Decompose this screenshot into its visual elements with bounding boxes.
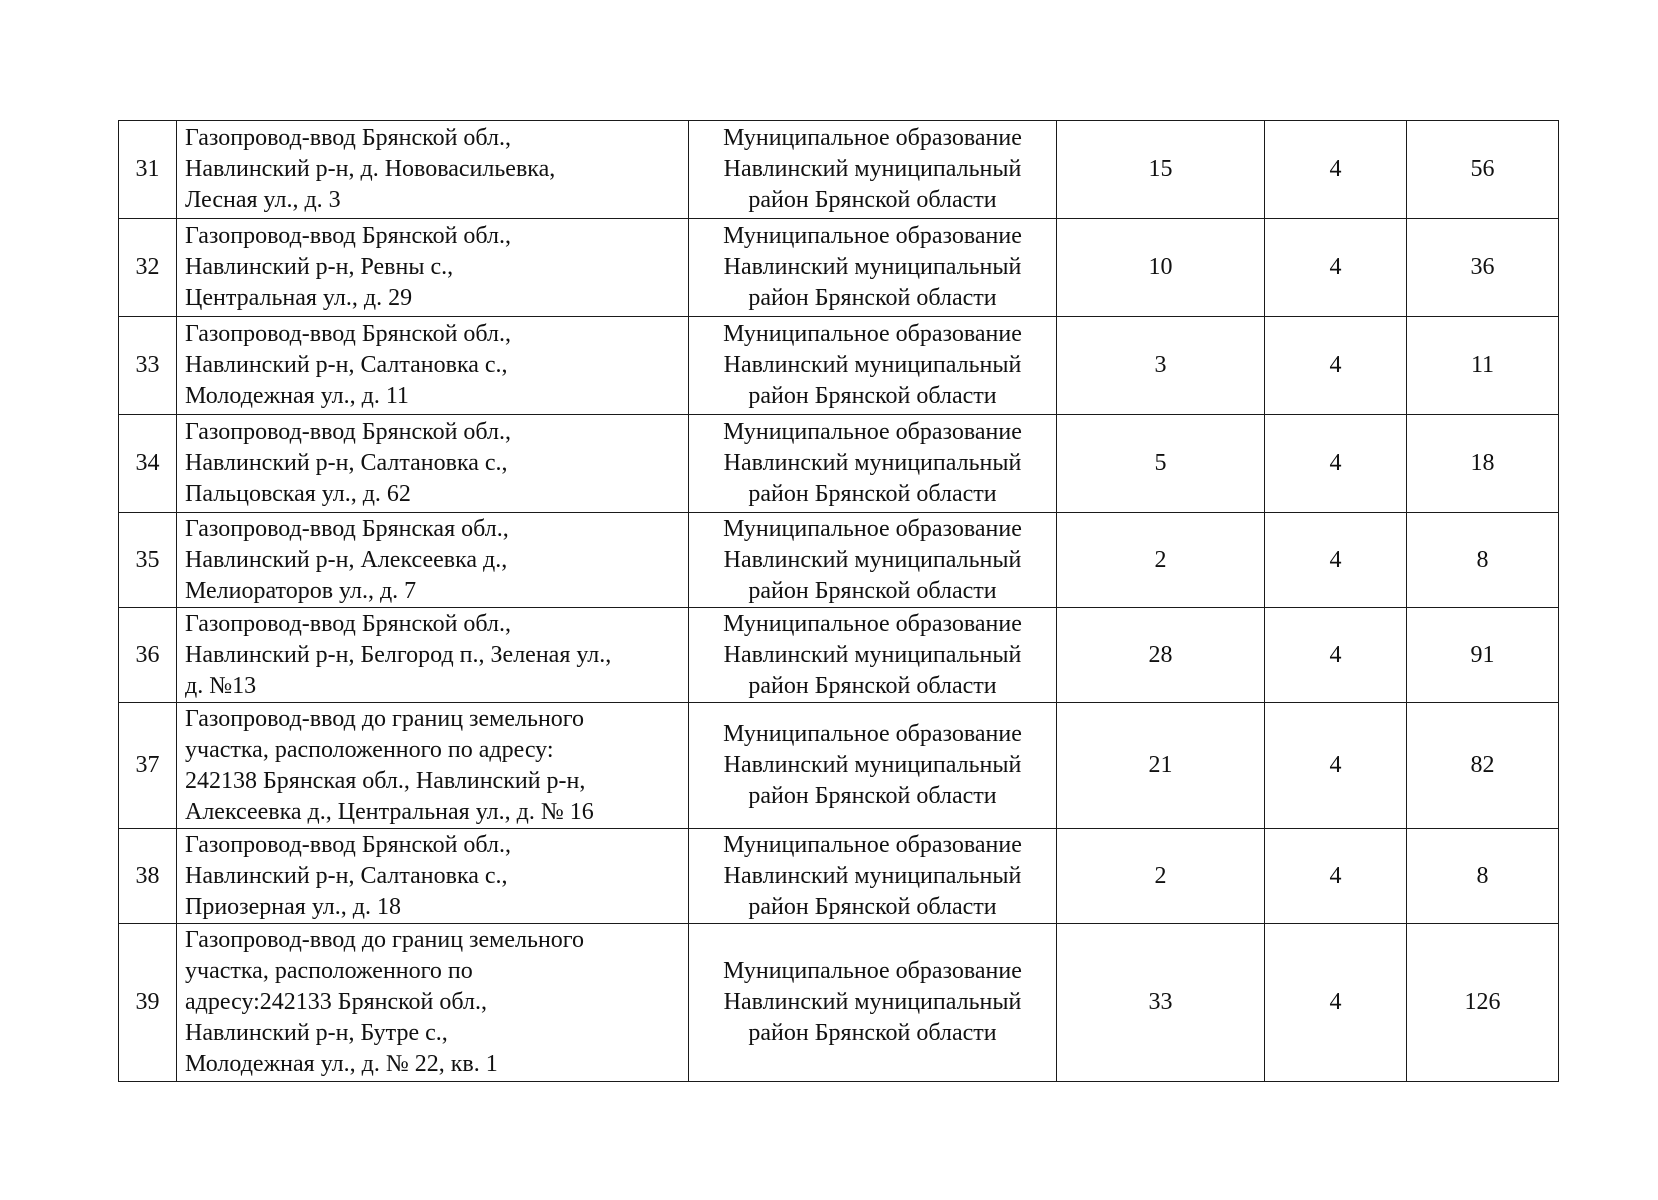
table-row xyxy=(119,121,1559,219)
object-name-cell: Газопровод-ввод Брянской обл., Навлинский р-н, Белгород п., Зеленая ул., д. №13 xyxy=(177,608,689,703)
row-number: 38 xyxy=(119,829,177,924)
value-cell-col5: 4 xyxy=(1265,415,1407,513)
object-name-cell: Газопровод-ввод до границ земельного участка, расположенного по адресу: 242138 Брянская обл., Навлинский р-н, Алексеевка д., Центральная ул., д. № 16 xyxy=(177,703,689,829)
row-number: 34 xyxy=(119,415,177,513)
table-row xyxy=(119,924,1559,1082)
value-cell-col6: 126 xyxy=(1407,924,1559,1082)
owner-cell: Муниципальное образование Навлинский муниципальный район Брянской области xyxy=(689,703,1057,829)
table-row xyxy=(119,703,1559,829)
value-cell-col4: 3 xyxy=(1057,317,1265,415)
row-number: 32 xyxy=(119,219,177,317)
owner-cell: Муниципальное образование Навлинский муниципальный район Брянской области xyxy=(689,829,1057,924)
value-cell-col6: 82 xyxy=(1407,703,1559,829)
object-name-cell: Газопровод-ввод Брянской обл., Навлинский р-н, Ревны с., Центральная ул., д. 29 xyxy=(177,219,689,317)
object-name-cell: Газопровод-ввод Брянской обл., Навлинский р-н, Салтановка с., Пальцовская ул., д. 62 xyxy=(177,415,689,513)
table-row xyxy=(119,513,1559,608)
value-cell-col5: 4 xyxy=(1265,608,1407,703)
value-cell-col5: 4 xyxy=(1265,121,1407,219)
object-name-cell: Газопровод-ввод Брянская обл., Навлинский р-н, Алексеевка д., Мелиораторов ул., д. 7 xyxy=(177,513,689,608)
owner-cell: Муниципальное образование Навлинский муниципальный район Брянской области xyxy=(689,219,1057,317)
object-name-cell: Газопровод-ввод Брянской обл., Навлинский р-н, Салтановка с., Приозерная ул., д. 18 xyxy=(177,829,689,924)
value-cell-col5: 4 xyxy=(1265,513,1407,608)
table-row xyxy=(119,219,1559,317)
value-cell-col6: 36 xyxy=(1407,219,1559,317)
value-cell-col6: 56 xyxy=(1407,121,1559,219)
value-cell-col4: 28 xyxy=(1057,608,1265,703)
value-cell-col4: 21 xyxy=(1057,703,1265,829)
object-name-cell: Газопровод-ввод до границ земельного участка, расположенного по адресу:242133 Брянской обл., Навлинский р-н, Бутре с., Молодежная ул., д. № 22, кв. 1 xyxy=(177,924,689,1082)
value-cell-col4: 5 xyxy=(1057,415,1265,513)
owner-cell: Муниципальное образование Навлинский муниципальный район Брянской области xyxy=(689,513,1057,608)
owner-cell: Муниципальное образование Навлинский муниципальный район Брянской области xyxy=(689,415,1057,513)
object-name-cell: Газопровод-ввод Брянской обл., Навлинский р-н, д. Нововасильевка, Лесная ул., д. 3 xyxy=(177,121,689,219)
table-row xyxy=(119,608,1559,703)
value-cell-col6: 8 xyxy=(1407,829,1559,924)
row-number: 37 xyxy=(119,703,177,829)
value-cell-col4: 2 xyxy=(1057,829,1265,924)
table-row xyxy=(119,317,1559,415)
value-cell-col4: 33 xyxy=(1057,924,1265,1082)
owner-cell: Муниципальное образование Навлинский муниципальный район Брянской области xyxy=(689,608,1057,703)
row-number: 33 xyxy=(119,317,177,415)
owner-cell: Муниципальное образование Навлинский муниципальный район Брянской области xyxy=(689,924,1057,1082)
row-number: 39 xyxy=(119,924,177,1082)
value-cell-col4: 15 xyxy=(1057,121,1265,219)
value-cell-col6: 18 xyxy=(1407,415,1559,513)
value-cell-col5: 4 xyxy=(1265,924,1407,1082)
value-cell-col5: 4 xyxy=(1265,317,1407,415)
row-number: 31 xyxy=(119,121,177,219)
value-cell-col4: 10 xyxy=(1057,219,1265,317)
table-row xyxy=(119,829,1559,924)
value-cell-col5: 4 xyxy=(1265,829,1407,924)
object-name-cell: Газопровод-ввод Брянской обл., Навлинский р-н, Салтановка с., Молодежная ул., д. 11 xyxy=(177,317,689,415)
owner-cell: Муниципальное образование Навлинский муниципальный район Брянской области xyxy=(689,121,1057,219)
value-cell-col4: 2 xyxy=(1057,513,1265,608)
value-cell-col5: 4 xyxy=(1265,703,1407,829)
value-cell-col6: 8 xyxy=(1407,513,1559,608)
table-row xyxy=(119,415,1559,513)
owner-cell: Муниципальное образование Навлинский муниципальный район Брянской области xyxy=(689,317,1057,415)
row-number: 36 xyxy=(119,608,177,703)
value-cell-col5: 4 xyxy=(1265,219,1407,317)
value-cell-col6: 11 xyxy=(1407,317,1559,415)
row-number: 35 xyxy=(119,513,177,608)
gas-pipeline-table xyxy=(118,120,1559,1082)
value-cell-col6: 91 xyxy=(1407,608,1559,703)
